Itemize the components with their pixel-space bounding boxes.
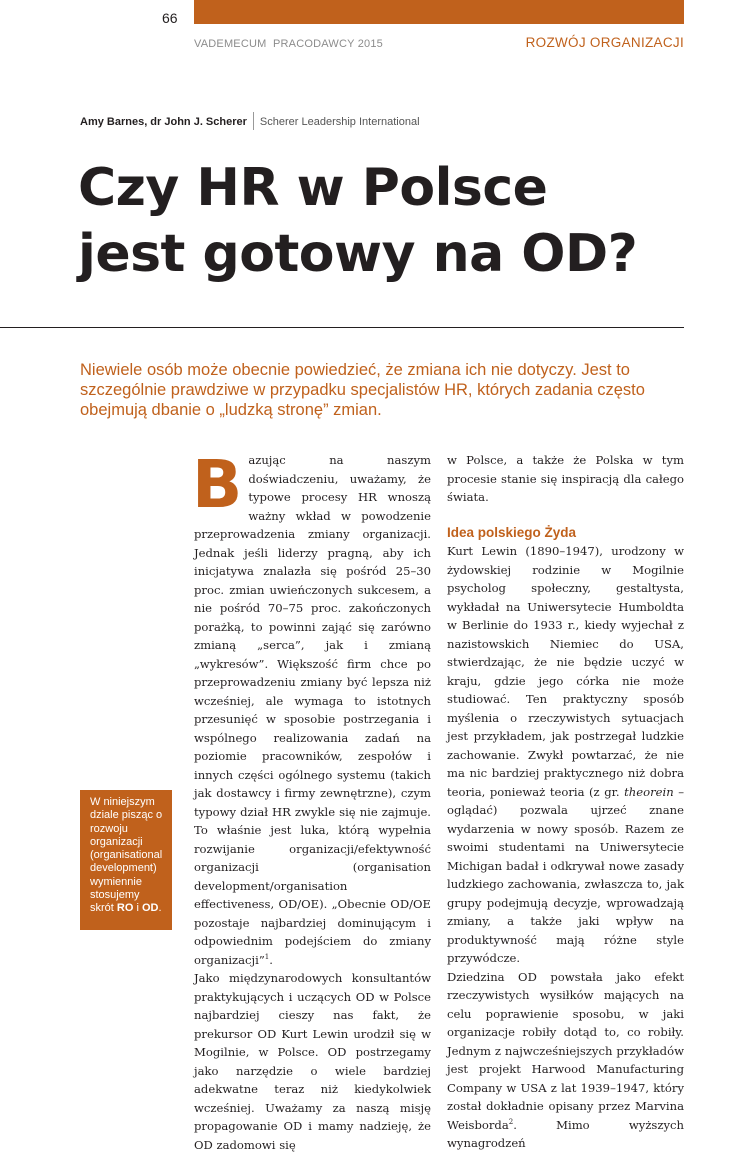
paragraph: w Polsce, a także że Polska w tym procesie stanie się inspiracją dla całego świata. [447,453,684,504]
page-number: 66 [162,10,178,26]
paragraph [447,542,684,968]
byline [80,113,420,131]
body-column-1 [192,446,431,1154]
paragraph [447,968,684,1153]
drop-cap: B [192,446,243,523]
paragraph-end: . Mimo wyższych wynagrodzeń [447,1117,684,1150]
italic-term: theorein [624,784,674,799]
author-organization: Scherer Leadership International [259,115,420,128]
footnote-ref-1: 1 [264,952,270,961]
title-line-1: Czy HR w Polsce [78,158,548,218]
sidebar-abbr-ro: RO [116,902,134,915]
paragraph-text: azując na naszym doświadczeniu, uważamy, że typowe procesy HR wnoszą ważny wkład w powodzenie przeprowadzenia zmiany organizacji. Jednak jeśli liderzy pragną, aby ich inicjatywa znalazła się pośród 25–30 proc. zmian uwieńczonych sukcesem, a nie pośród 70–75 proc. zakończonych porażką, to powinni zająć się zarówno zmianą „serca”, jak i zmianą „wykresów”. Większość firm chce po przeprowadzeniu zmiany być lepsza niż wcześniej, ale wymaga to istotnych przesunięć w sposobie postrzegania i wspólnego realizowania zadań na poziomie pracowników, zespołów i innych części ogólnego systemu (takich jak dostawcy i firmy zewnętrzne), czym typowy dział HR zwykle się nie zajmuje. To właśnie jest luka, którą wypełnia rozwijanie organizacji/efektywność organizacji (organisation development/organisation effectiveness, OD/OE). „Obecnie OD/OE pozostaje najbardziej dominującym i odpowiednim podejściem do zmiany organizacji” [194,453,431,967]
title-line-2: jest gotowy na OD? [78,224,638,284]
sidebar-end: . [158,902,162,915]
paragraph-text: Kurt Lewin (1890–1947), urodzony w żydowskiej rodzinie w Mogilnie psycholog społeczny, gestaltysta, wykładał na Uniwersytecie Humboldta w Berlinie do 1933 r., kiedy wyjechał z nazistowskich Niemiec do USA, stwierdzając, że nie będzie uczyć w kraju, gdzie jego córka nie może studiować. Ten praktyczny sposób myślenia o rzeczywistych sytuacjach jest przykładem, jak postrzegał ludzkie zachowanie. Zwykł powtarzać, że nie ma nic bardziej praktycznego niż dobra teoria, ponieważ teoria (z gr. [447,544,684,799]
lead-paragraph: Niewiele osób może obecnie powiedzieć, że zmiana ich nie dotyczy. Jest to szczególnie prawdziwe w przypadku specjalistów HR, których zadania często obejmują dbanie o „ludzką stronę” zmian. [80,361,645,419]
article-title [78,155,637,287]
section-subheading: Idea polskiego Żyda [447,524,577,540]
byline-divider [253,112,254,130]
sidebar-text: W niniejszym dziale pisząc o rozwoju organizacji (organisational development) wymiennie stosujemy skrót [90,796,163,915]
authors: Amy Barnes, dr John J. Scherer [80,115,247,128]
paragraph-text: – oglądać) pozwala ujrzeć znane wydarzenia w nowy sposób. Razem ze swoimi studentami na Uniwersytecie Michigan badał i odkrywał nowe zasady ludzkiego zachowania, zwłaszcza to, jak grupy podejmują decyzje, wprowadzają zmiany, a także jaki wpływ na produktywność mają różne style przywódcze. [447,784,684,965]
paragraph: Jako międzynarodowych konsultantów praktykujących i uczących OD w Polsce najbardziej cieszy nas fakt, że prekursor OD Kurt Lewin urodził się w Mogilnie, w Polsce. OD postrzegamy jako narzędzie o wiele bardziej adekwatne teraz niż kiedykolwiek wcześniej. Uważamy za naszą misję propagowanie OD i mamy nadzieję, że OD zadomowi się [194,971,431,1152]
paragraph-end: . [269,952,273,967]
publication-title: VADEMECUM PRACODAWCY 2015 [194,38,383,50]
title-rule [0,327,684,328]
header-accent-bar [194,0,684,24]
sidebar-conj: i [133,902,142,915]
paragraph-text: Dziedzina OD powstała jako efekt rzeczywistych wysiłków mających na celu poprawienie sposobu, w jaki organizacje robiły dotąd to, co robiły. Jednym z najwcześniejszych przykładów jest projekt Harwood Manufacturing Company w USA z lat 1939–1947, który został dokładnie opisany przez Marvina Weisborda [447,969,684,1132]
footnote-ref-2: 2 [508,1117,514,1126]
sidebar-abbr-od: OD [141,902,159,915]
sidebar-note [80,790,172,930]
body-column-2 [447,451,684,1153]
section-title: ROZWÓJ ORGANIZACJI [525,35,684,50]
paragraph [192,446,431,969]
